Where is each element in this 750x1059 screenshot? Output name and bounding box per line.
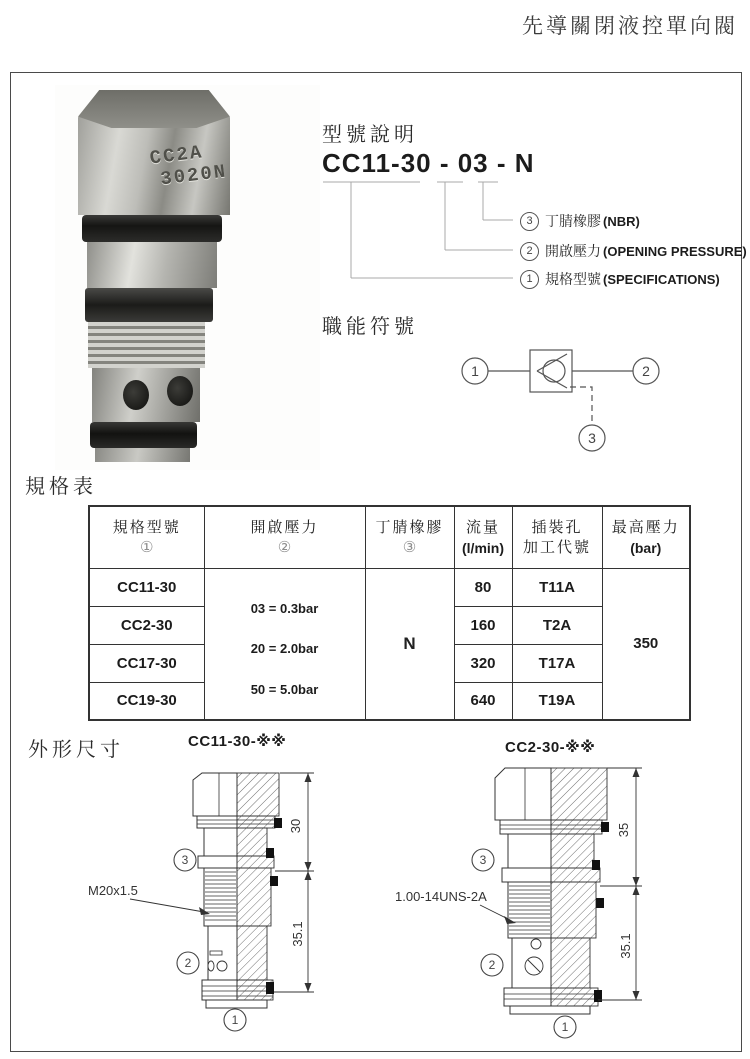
col-header-opening-pressure: 開啟壓力 ②: [204, 506, 365, 568]
model-cell: CC19-30: [89, 682, 204, 720]
dimension-drawing-cc2: [390, 748, 690, 1048]
drawing-callout-1: 1: [561, 1020, 569, 1034]
drawing-title-cc11: CC11-30-※※: [188, 733, 287, 750]
thread-label-cc11: M20x1.5: [88, 883, 138, 898]
spec-table: [88, 505, 691, 721]
col-header-cavity: 插裝孔 加工代號: [512, 506, 602, 568]
symbol-port-1: 1: [471, 363, 479, 379]
nbr-cell: N: [365, 568, 454, 720]
valve-photo: [55, 85, 320, 470]
model-cell: CC17-30: [89, 644, 204, 682]
model-cell: CC11-30: [89, 568, 204, 606]
cavity-cell: T2A: [512, 606, 602, 644]
dimensions-heading: 外形尺寸: [28, 739, 124, 761]
flow-cell: 640: [454, 682, 512, 720]
flow-cell: 80: [454, 568, 512, 606]
callout-pressure-zh: 開啟壓力: [545, 243, 601, 259]
model-section-heading: 型號說明: [322, 124, 418, 146]
drawing-callout-2: 2: [184, 956, 192, 970]
dim-bottom-cc2: 35.1: [618, 933, 633, 959]
col-header-model: 規格型號 ①: [89, 506, 204, 568]
callout-spec-zh: 規格型號: [545, 271, 601, 287]
model-cell: CC2-30: [89, 606, 204, 644]
col-header-nbr: 丁腈橡膠 ③: [365, 506, 454, 568]
symbol-port-2: 2: [642, 363, 650, 379]
hydraulic-symbol: [450, 335, 680, 460]
photo-stamp-text: [149, 139, 229, 192]
callout-spec-en: (SPECIFICATIONS): [603, 271, 720, 287]
model-code: CC11-30 - 03 - N: [322, 148, 535, 178]
max-pressure-cell: 350: [602, 568, 690, 720]
pressure-option: 03 = 0.3bar: [250, 600, 319, 616]
photo-cross-hole-left: [123, 380, 149, 410]
dimension-drawing-cc11: [80, 748, 340, 1048]
dim-top-cc11: 30: [288, 818, 303, 834]
photo-stamp-line2: 3020N: [159, 160, 229, 191]
circled-1: 1: [520, 270, 539, 289]
drawing-callout-2: 2: [488, 958, 496, 972]
photo-cylinder: [87, 242, 217, 288]
col-header-flow: 流量 (l/min): [454, 506, 512, 568]
dim-bottom-cc11: 35.1: [290, 921, 305, 947]
callout-specifications: [520, 269, 720, 289]
photo-hex-top-face: [78, 90, 230, 128]
drawing-callout-1: 1: [231, 1013, 239, 1027]
circled-2: 2: [520, 242, 539, 261]
circled-3: 3: [520, 212, 539, 231]
photo-base: [95, 448, 190, 462]
flow-cell: 320: [454, 644, 512, 682]
callout-nbr-en: (NBR): [603, 213, 640, 229]
symbol-section-heading: 職能符號: [322, 316, 418, 338]
table-row: [89, 568, 690, 606]
photo-cross-hole-right: [167, 376, 193, 406]
pressure-option: 20 = 2.0bar: [250, 640, 319, 656]
thread-label-cc2: 1.00-14UNS-2A: [395, 889, 487, 904]
col-header-max-pressure: 最高壓力 (bar): [602, 506, 690, 568]
spec-table-heading: 規格表: [25, 476, 97, 498]
drawing-title-cc2: CC2-30-※※: [505, 739, 596, 756]
photo-stamp-line1: CC2A: [148, 141, 205, 170]
callout-opening-pressure: [520, 241, 747, 261]
cavity-cell: T17A: [512, 644, 602, 682]
photo-oring-lower: [90, 422, 197, 448]
photo-oring-middle: [85, 288, 213, 322]
drawing-callout-3: 3: [479, 853, 487, 867]
photo-oring-upper: [82, 215, 222, 242]
drawing-callout-3: 3: [181, 853, 189, 867]
dim-top-cc2: 35: [616, 822, 631, 838]
callout-pressure-en: (OPENING PRESSURE): [603, 243, 747, 259]
callout-nbr-zh: 丁腈橡膠: [545, 213, 601, 229]
symbol-port-3: 3: [588, 430, 596, 446]
cavity-cell: T19A: [512, 682, 602, 720]
flow-cell: 160: [454, 606, 512, 644]
photo-thread-section: [88, 322, 205, 368]
callout-nbr: [520, 211, 640, 231]
opening-pressure-cell: [204, 568, 365, 720]
page-title: 先導關閉液控單向閥: [522, 15, 738, 38]
pressure-option: 50 = 5.0bar: [250, 681, 319, 697]
cavity-cell: T11A: [512, 568, 602, 606]
